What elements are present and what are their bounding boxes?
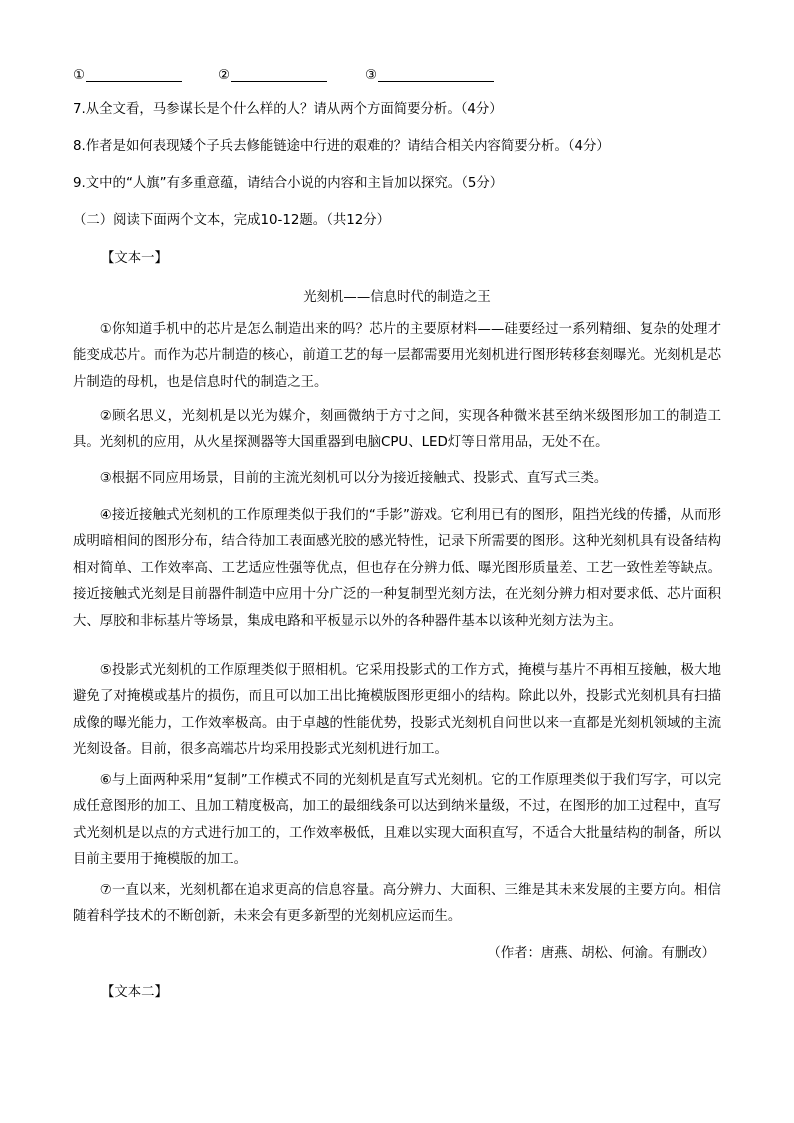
- answer-blank-3[interactable]: [365, 66, 494, 86]
- question-8: 8.作者是如何表现矮个子兵去修能链途中行进的艰难的？请结合相关内容简要分析。（4分）: [73, 139, 610, 154]
- blank-underline: [231, 67, 327, 82]
- blank-number-3: ③: [365, 68, 378, 83]
- blank-underline: [378, 67, 494, 82]
- answer-blank-1[interactable]: [73, 66, 182, 86]
- question-9: 9.文中的“人旗”有多重意蕴，请结合小说的内容和主旨加以探究。（5分）: [73, 176, 504, 191]
- answer-blanks: [73, 66, 513, 86]
- text1-label: 【文本一】: [101, 251, 168, 266]
- blank-underline: [86, 67, 182, 82]
- paragraph-2: ②顾名思义，光刻机是以光为媒介，刻画微纳于方寸之间，实现各种微米甚至纳米级图形加工的制造工具。光刻机的应用，从火星探测器等大国重器到电脑CPU、LED灯等日常用品，无处不在。: [73, 409, 721, 451]
- paragraph-5: ⑤投影式光刻机的工作原理类似于照相机。它采用投影式的工作方式，掩模与基片不再相互接触，极大地避免了对掩模或基片的损伤，而且可以加工出比掩模版图形更细小的结构。除此以外，投影式光刻机具有扫描成像的曝光能力，工作效率极高。由于卓越的性能优势，投影式光刻机自问世以来一直都是光刻机领域的主流光刻设备。目前，很多高端芯片均采用投影式光刻机进行加工。: [73, 663, 721, 758]
- paragraph-1: ①你知道手机中的芯片是怎么制造出来的吗？芯片的主要原材料——硅要经过一系列精细、复杂的处理才能变成芯片。而作为芯片制造的核心，前道工艺的每一层都需要用光刻机进行图形转移套刻曝光。光刻机是芯片制造的母机，也是信息时代的制造之王。: [73, 322, 721, 390]
- paragraph-3: ③根据不同应用场景，目前的主流光刻机可以分为接近接触式、投影式、直写式三类。: [99, 471, 608, 486]
- paragraph-6: ⑥与上面两种采用“复制”工作模式不同的光刻机是直写式光刻机。它的工作原理类似于我们写字，可以完成任意图形的加工、且加工精度极高，加工的最细线条可以达到纳米量级，不过，在图形的加工过程中，直写式光刻机是以点的方式进行加工的，工作效率极低，且难以实现大面积直写，不适合大批量结构的制备，所以目前主要用于掩模版的加工。: [73, 773, 721, 868]
- text2-label: 【文本二】: [101, 985, 168, 1000]
- answer-blank-2[interactable]: [218, 66, 327, 86]
- paragraph-7: ⑦一直以来，光刻机都在追求更高的信息容量。高分辨力、大面积、三维是其未来发展的主要方向。相信随着科学技术的不断创新，未来会有更多新型的光刻机应运而生。: [73, 883, 721, 925]
- question-7: 7.从全文看，马参谋长是个什么样的人？请从两个方面简要分析。（4分）: [73, 102, 503, 117]
- author-credit: （作者：唐燕、胡松、何渝。有删改）: [487, 946, 715, 961]
- blank-number-1: ①: [73, 68, 86, 83]
- blank-number-2: ②: [218, 68, 231, 83]
- article-title: 光刻机——信息时代的制造之王: [303, 290, 491, 305]
- section-intro: （二）阅读下面两个文本，完成10-12题。（共12分）: [73, 213, 391, 228]
- paragraph-4: ④接近接触式光刻机的工作原理类似于我们的“手影”游戏。它利用已有的图形，阻挡光线的传播，从而形成明暗相间的图形分布，结合待加工表面感光胶的感光特性，记录下所需要的图形。这种光刻机具有设备结构相对简单、工作效率高、工艺适应性强等优点，但也存在分辨力低、曝光图形质量差、工艺一致性差等缺点。接近接触式光刻是目前器件制造中应用十分广泛的一种复制型光刻方法，在光刻分辨力相对要求低、芯片面积大、厚胶和非标基片等场景，集成电路和平板显示以外的各种器件基本以该种光刻方法为主。: [73, 508, 721, 629]
